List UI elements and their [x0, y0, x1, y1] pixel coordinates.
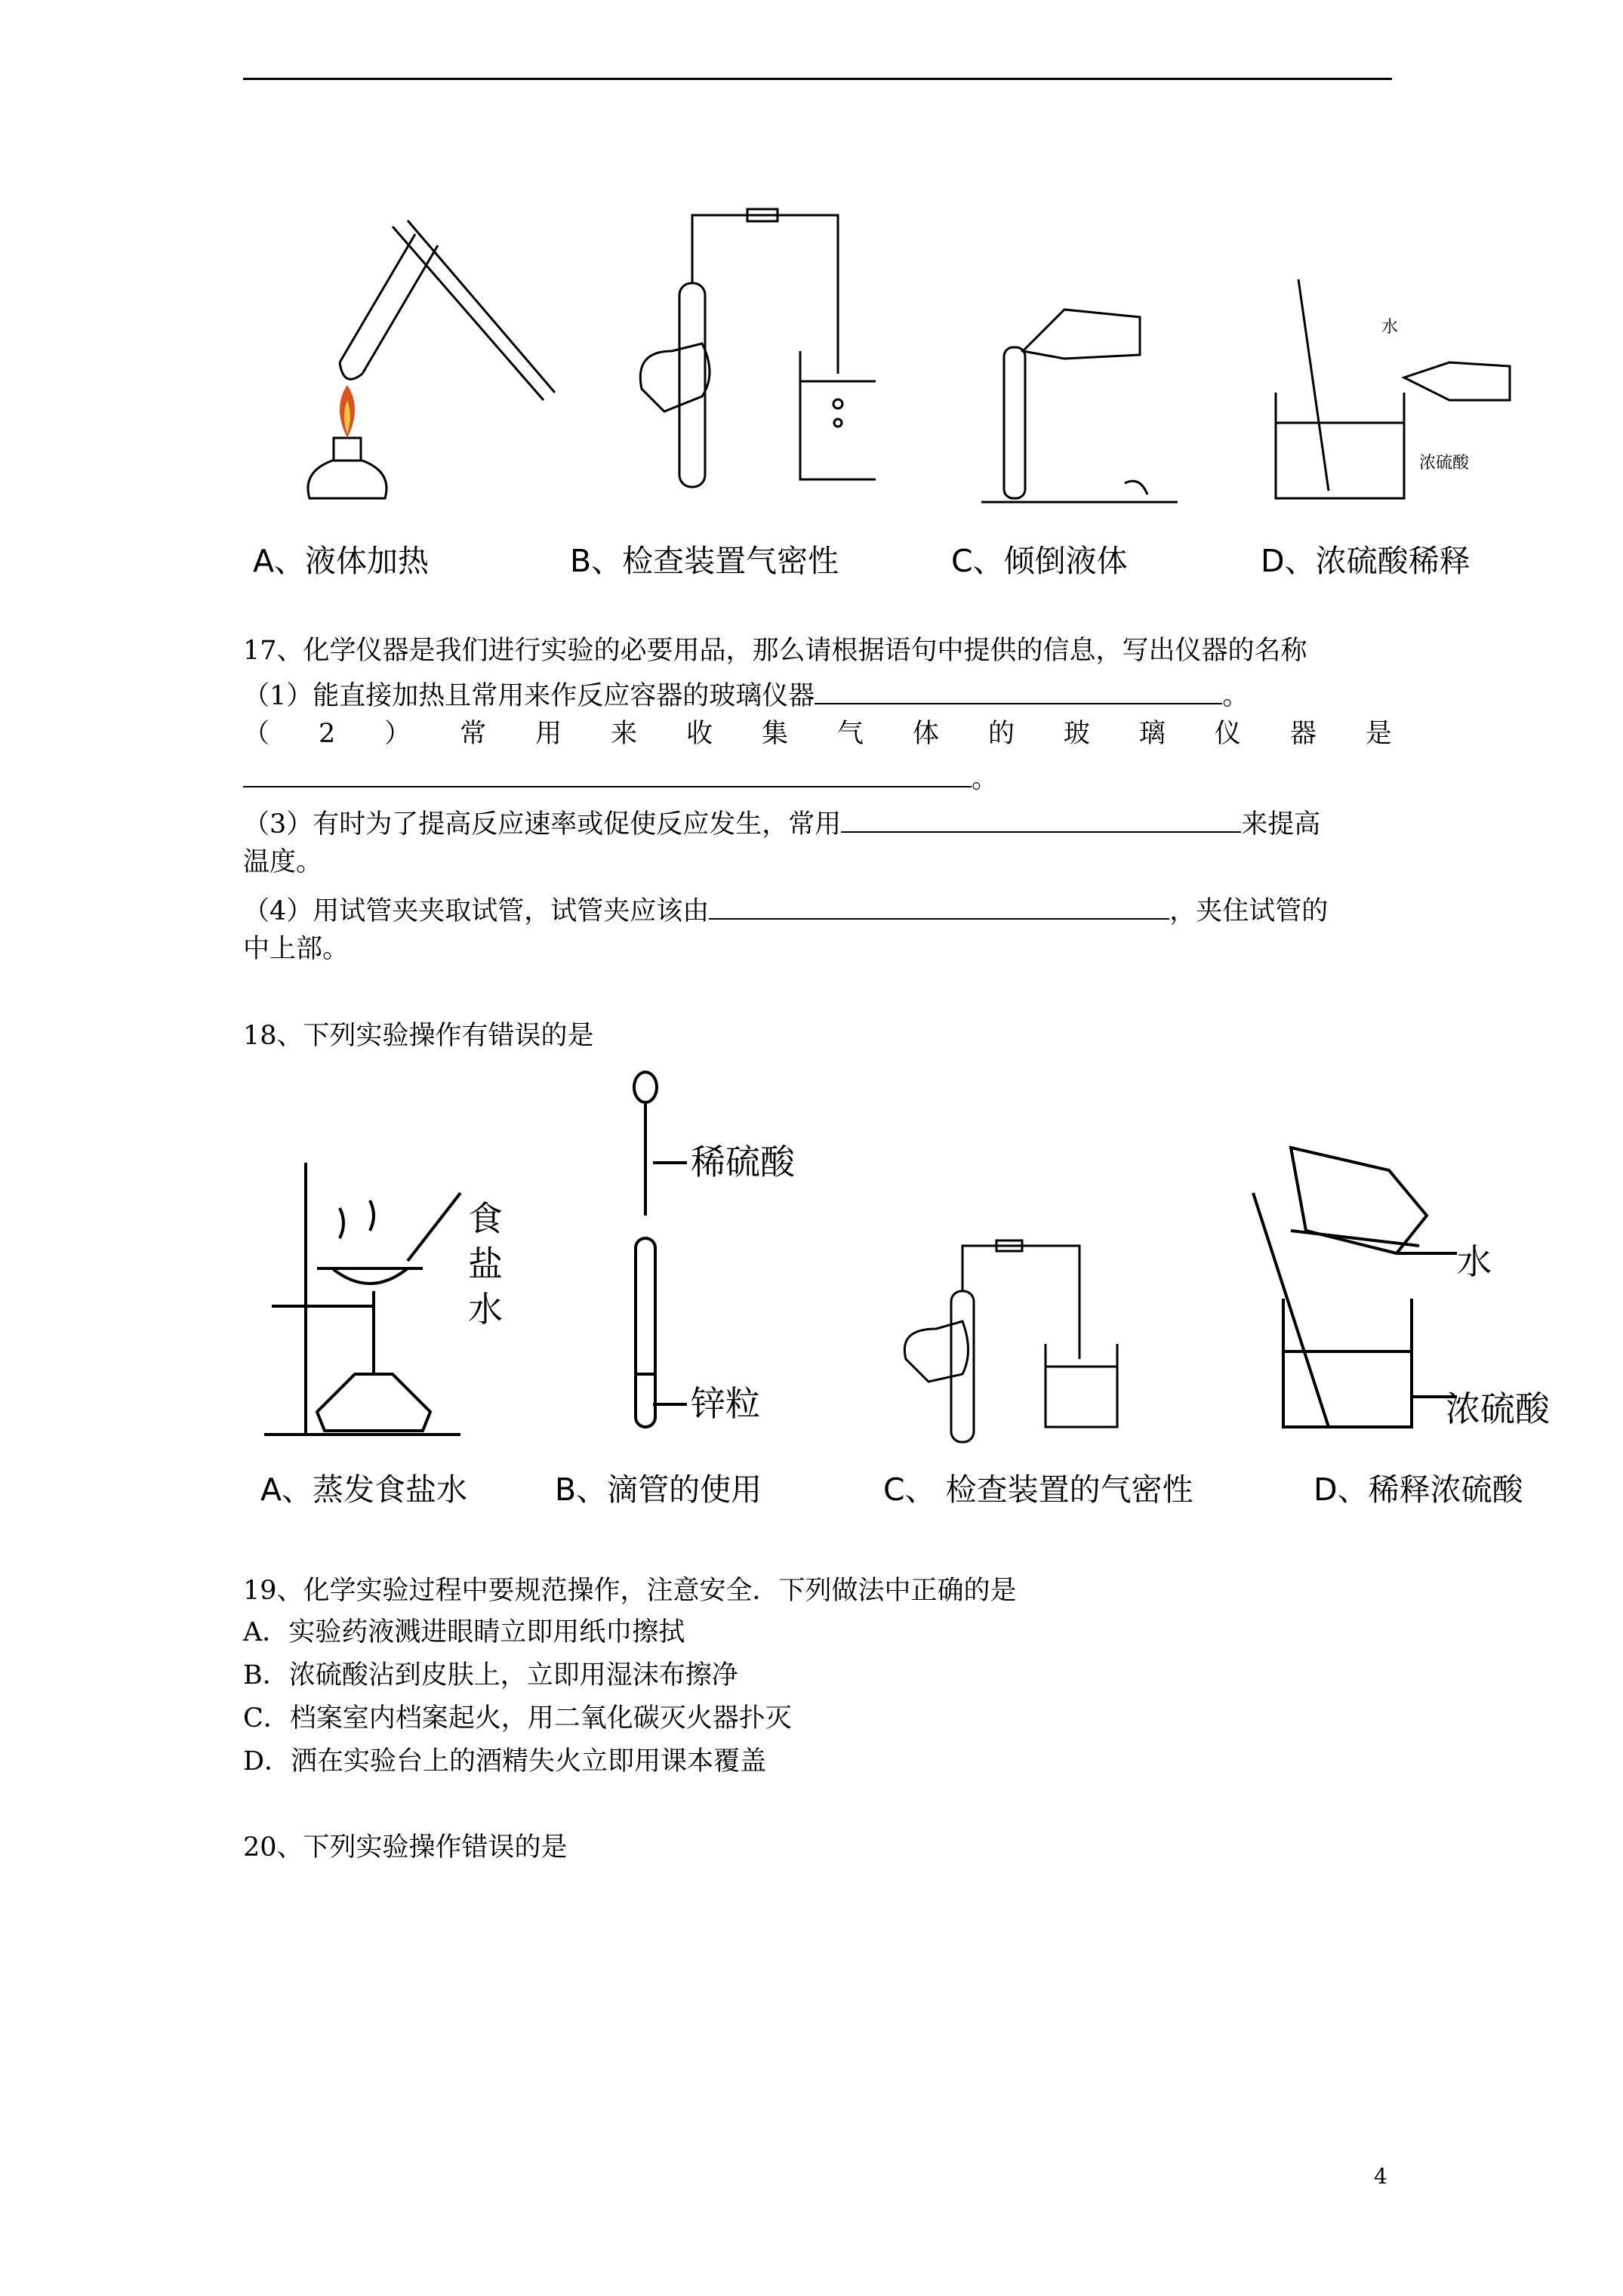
- figure-airtightness-check-c: [891, 1231, 1132, 1450]
- q18-caption-d: D、稀释浓硫酸: [1313, 1472, 1523, 1508]
- figure-acid-dilution: [1268, 272, 1517, 521]
- q17-item3: [243, 804, 1320, 841]
- q19-option-b: B．浓硫酸沾到皮肤上，立即用湿沫布擦净: [243, 1660, 738, 1690]
- label-conc-acid: 浓硫酸: [1446, 1388, 1550, 1429]
- q17-item4-text: （4）用试管夹夹取试管，试管夹应该由: [243, 896, 710, 926]
- q17-item3-text: （3）有时为了提高反应速率或促使反应发生，常用: [243, 809, 842, 840]
- q17-item2-char: ）: [384, 719, 411, 749]
- figure-acid-dilution-d: [1246, 1133, 1457, 1450]
- q17-item2-char: 体: [912, 719, 939, 749]
- q17-item2-char: 常: [460, 719, 487, 749]
- q17-item2-char: 器: [1289, 719, 1317, 749]
- q17-item2-cont: [243, 759, 998, 796]
- q17-item2-char: 璃: [1138, 719, 1166, 749]
- q19-title: 19、化学实验过程中要规范操作，注意安全．下列做法中正确的是: [243, 1576, 1017, 1606]
- figure-evaporation: [264, 1148, 521, 1450]
- q16-caption-d: D、浓硫酸稀释: [1261, 543, 1471, 579]
- q17-item1-text: （1）能直接加热且常用来作反应容器的玻璃仪器: [243, 681, 815, 711]
- q16-caption-b: B、检查装置气密性: [570, 543, 839, 579]
- q17-item2-char: 气: [837, 719, 864, 749]
- q17-item2-char: 集: [762, 719, 789, 749]
- q17-item2-char: 收: [686, 719, 713, 749]
- label-salt-water-2: 盐: [468, 1244, 503, 1284]
- q17-item2-char: 的: [987, 719, 1015, 749]
- q17-blank3[interactable]: [841, 804, 1241, 833]
- page-number: 4: [1374, 2164, 1387, 2189]
- label-water: 水: [1457, 1241, 1492, 1282]
- q20-title: 20、下列实验操作错误的是: [243, 1832, 568, 1863]
- q18-caption-b: B、滴管的使用: [555, 1472, 762, 1508]
- q17-blank1[interactable]: [815, 676, 1222, 704]
- q17-item2-char: 来: [611, 719, 638, 749]
- figure-pouring-liquid: [981, 302, 1193, 513]
- q17-item2-spread: [243, 717, 1392, 750]
- q17-item2-char: 2: [318, 719, 336, 749]
- fig-d-label-acid: 浓硫酸: [1419, 454, 1470, 473]
- q17-item2-end: 。: [972, 764, 999, 794]
- label-salt-water-1: 食: [468, 1198, 503, 1239]
- label-zinc: 锌粒: [691, 1383, 760, 1424]
- label-salt-water-3: 水: [468, 1289, 503, 1330]
- q18-title: 18、下列实验操作有错误的是: [243, 1021, 594, 1051]
- q18-caption-a: A、蒸发食盐水: [260, 1472, 468, 1508]
- q19-option-d: D．洒在实验台上的酒精失火立即用课本覆盖: [243, 1746, 767, 1777]
- q17-item4-cont: 中上部。: [243, 934, 350, 964]
- q16-caption-a: A、液体加热: [253, 543, 430, 579]
- q17-item2-char: （: [243, 719, 270, 749]
- q17-blank4[interactable]: [709, 891, 1169, 920]
- header-rule: [243, 78, 1392, 80]
- q17-item2-char: 仪: [1214, 719, 1241, 749]
- q17-item2-char: 用: [535, 719, 562, 749]
- q17-item1: [243, 676, 1249, 713]
- q17-item2-char: 是: [1365, 719, 1392, 749]
- q17-item1-end: 。: [1222, 681, 1249, 711]
- q17-title: 17、化学仪器是我们进行实验的必要用品，那么请根据语句中提供的信息，写出仪器的名称: [243, 636, 1307, 666]
- q17-item3-tail: 来提高: [1241, 809, 1321, 840]
- q19-option-c: C．档案室内档案起火，用二氧化碳灭火器扑灭: [243, 1703, 792, 1734]
- fig-d-label-water: 水: [1381, 318, 1399, 337]
- q17-item3-cont: 温度。: [243, 847, 323, 877]
- q19-option-a: A．实验药液溅进眼睛立即用纸巾擦拭: [243, 1617, 685, 1647]
- label-dilute-acid: 稀硫酸: [691, 1142, 795, 1182]
- q17-item4-tail: ，夹住试管的: [1169, 896, 1329, 926]
- q18-caption-c: C、 检查装置的气密性: [883, 1472, 1193, 1508]
- q17-item2-char: 玻: [1063, 719, 1090, 749]
- q17-item4: [243, 891, 1328, 928]
- figure-airtightness-check: [619, 200, 876, 502]
- figure-dropper-use: [619, 1065, 861, 1450]
- q16-caption-c: C、倾倒液体: [951, 543, 1128, 579]
- q17-blank2[interactable]: [243, 759, 972, 787]
- figure-liquid-heating: [287, 211, 559, 513]
